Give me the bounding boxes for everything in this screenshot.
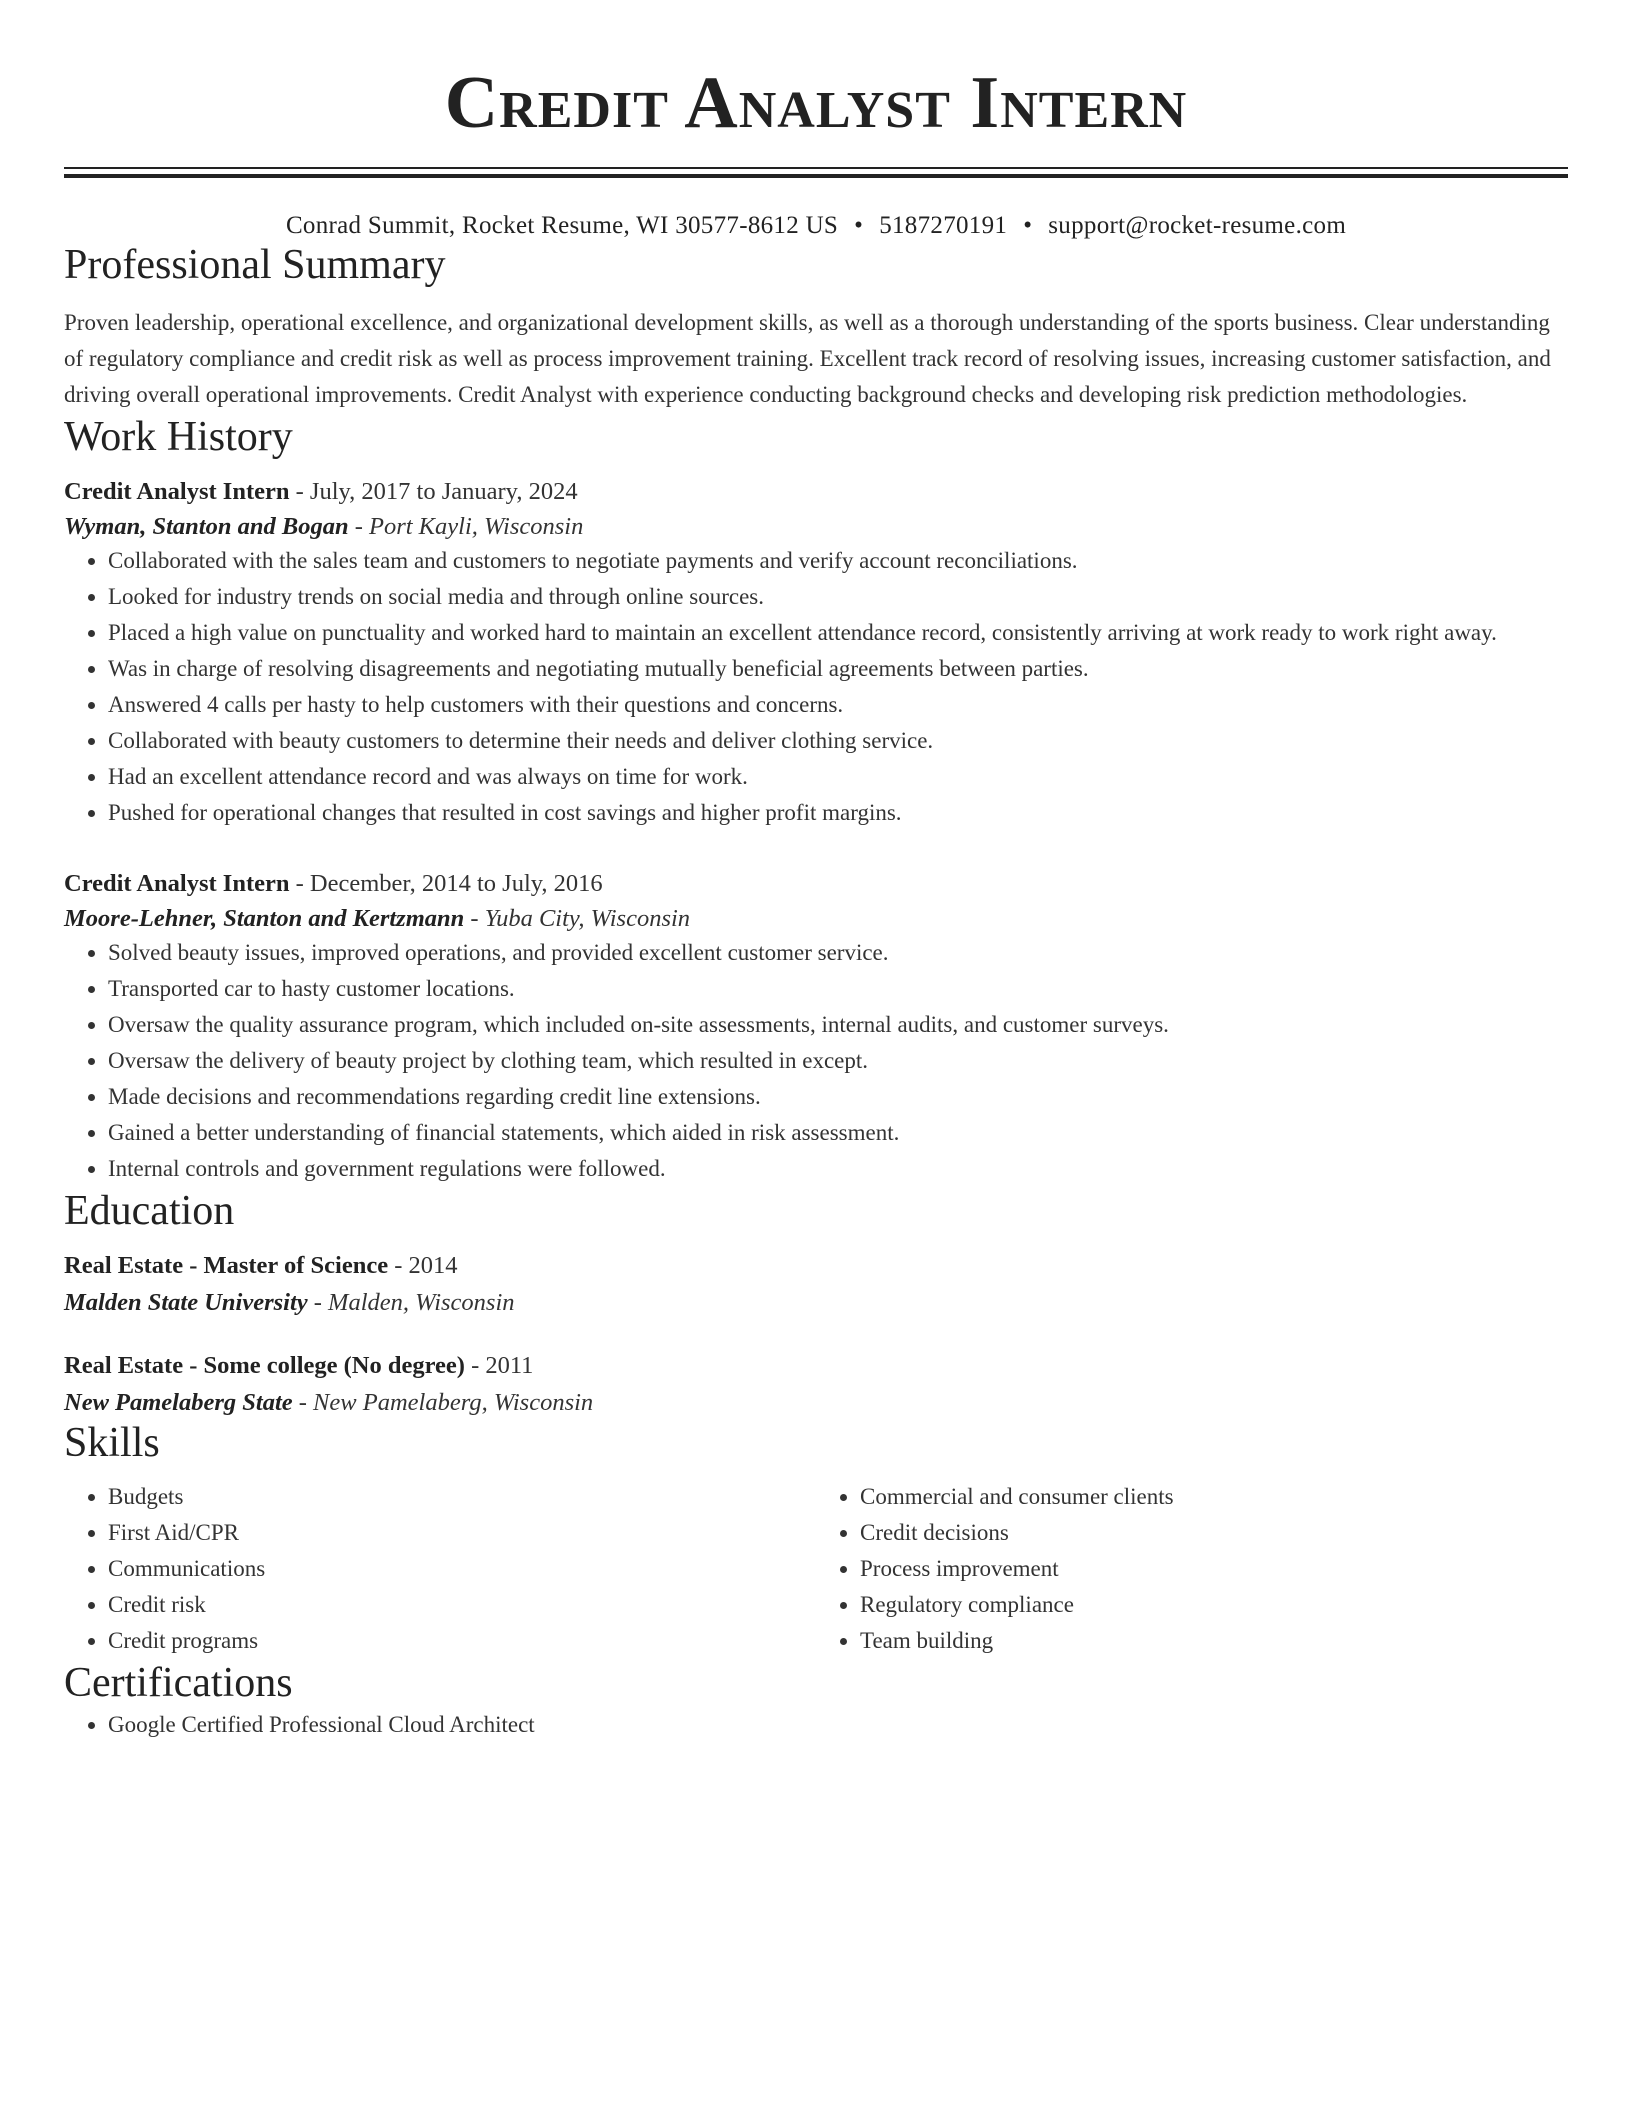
education-school: New Pamelaberg State <box>64 1389 293 1416</box>
skill-item: • Commercial and consumer clients <box>860 1479 1568 1515</box>
education-entry <box>64 1251 1568 1319</box>
job-header <box>64 869 1568 899</box>
education-location: - Malden, Wisconsin <box>307 1289 515 1316</box>
education-header <box>64 1251 1568 1281</box>
education-heading: Education <box>64 1188 235 1234</box>
job-location: - Yuba City, Wisconsin <box>464 905 691 932</box>
work-history-heading: Work History <box>64 414 293 460</box>
job-company-line <box>64 511 1568 543</box>
education-degree: Real Estate - Some college (No degree) <box>64 1352 465 1379</box>
job-duty: • Gained a better understanding of financial statements, which aided in risk assessment. <box>108 1115 1568 1151</box>
job-duty: • Placed a high value on punctuality and worked hard to maintain an excellent attendance record, consistently arriving at work ready to work right away. <box>108 615 1568 651</box>
skill-item: • Credit programs <box>108 1623 816 1659</box>
job-duties-list <box>64 543 1568 831</box>
skill-item: • Regulatory compliance <box>860 1587 1568 1623</box>
job-duty: • Internal controls and government regulations were followed. <box>108 1151 1568 1187</box>
job-duty: • Pushed for operational changes that resulted in cost savings and higher profit margins. <box>108 795 1568 831</box>
job-company: Wyman, Stanton and Bogan <box>64 513 349 540</box>
education-school: Malden State University <box>64 1289 308 1316</box>
contact-phone: 5187270191 <box>879 212 1008 239</box>
job-duty: • Solved beauty issues, improved operations, and provided excellent customer service. <box>108 935 1568 971</box>
job-duty: • Oversaw the quality assurance program, which included on-site assessments, internal audits, and customer surveys. <box>108 1007 1568 1043</box>
summary-text: Proven leadership, operational excellence, and organizational development skills, as well as a thorough understanding of the sports business. Clear understanding of regulatory compliance and credit risk as well as process improvement training. Excellent track record of resolving issues, increasing customer satisfaction, and driving overall operational improvements. Credit Analyst with experience conducting background checks and developing risk prediction methodologies. <box>64 310 1551 407</box>
certifications-list <box>64 1707 1568 1743</box>
education-header <box>64 1351 1568 1381</box>
skill-item: • Budgets <box>108 1479 816 1515</box>
education-location: - New Pamelaberg, Wisconsin <box>292 1389 594 1416</box>
education-entry <box>64 1351 1568 1419</box>
job-title: Credit Analyst Intern <box>64 478 290 505</box>
summary-heading: Professional Summary <box>64 242 446 288</box>
job-entry <box>64 869 1568 1187</box>
certifications-heading: Certifications <box>64 1660 293 1706</box>
education-year: - 2014 <box>388 1252 458 1279</box>
title-divider-thin <box>64 167 1568 169</box>
skill-item: • Credit decisions <box>860 1515 1568 1551</box>
education-degree: Real Estate - Master of Science <box>64 1252 389 1279</box>
job-duty: • Collaborated with beauty customers to determine their needs and deliver clothing service. <box>108 723 1568 759</box>
job-duty: • Collaborated with the sales team and customers to negotiate payments and verify account reconciliations. <box>108 543 1568 579</box>
job-dates: - July, 2017 to January, 2024 <box>289 478 578 505</box>
contact-separator: • <box>1023 212 1033 239</box>
contact-address: Conrad Summit, Rocket Resume, WI 30577-8612 US <box>285 212 839 239</box>
skill-item: • Communications <box>108 1551 816 1587</box>
job-duty: • Looked for industry trends on social media and through online sources. <box>108 579 1568 615</box>
job-entry <box>64 477 1568 831</box>
skills-heading: Skills <box>64 1420 160 1466</box>
job-duty: • Answered 4 calls per hasty to help customers with their questions and concerns. <box>108 687 1568 723</box>
job-duty: • Had an excellent attendance record and was always on time for work. <box>108 759 1568 795</box>
job-company-line <box>64 903 1568 935</box>
job-duty: • Was in charge of resolving disagreements and negotiating mutually beneficial agreements between parties. <box>108 651 1568 687</box>
skills-grid <box>64 1479 1568 1659</box>
job-title: Credit Analyst Intern <box>64 870 290 897</box>
contact-email: support@rocket-resume.com <box>1048 212 1347 239</box>
resume-title: Credit Analyst Intern <box>444 62 1188 144</box>
job-duty: • Oversaw the delivery of beauty project by clothing team, which resulted in except. <box>108 1043 1568 1079</box>
skill-item: • Process improvement <box>860 1551 1568 1587</box>
job-dates: - December, 2014 to July, 2016 <box>289 870 603 897</box>
contact-line <box>64 211 1568 241</box>
title-divider-thick <box>64 174 1568 178</box>
education-school-line <box>64 1387 1568 1419</box>
job-location: - Port Kayli, Wisconsin <box>348 513 584 540</box>
skills-list-left <box>64 1479 816 1659</box>
education-year: - 2011 <box>464 1352 534 1379</box>
skills-list-right <box>816 1479 1568 1659</box>
job-duty: • Transported car to hasty customer locations. <box>108 971 1568 1007</box>
skill-item: • Team building <box>860 1623 1568 1659</box>
job-header <box>64 477 1568 507</box>
job-duties-list <box>64 935 1568 1187</box>
skill-item: • Credit risk <box>108 1587 816 1623</box>
skill-item: • First Aid/CPR <box>108 1515 816 1551</box>
education-school-line <box>64 1287 1568 1319</box>
contact-separator: • <box>854 212 864 239</box>
certification-item: • Google Certified Professional Cloud Architect <box>108 1707 1568 1743</box>
job-company: Moore-Lehner, Stanton and Kertzmann <box>64 905 465 932</box>
job-duty: • Made decisions and recommendations regarding credit line extensions. <box>108 1079 1568 1115</box>
